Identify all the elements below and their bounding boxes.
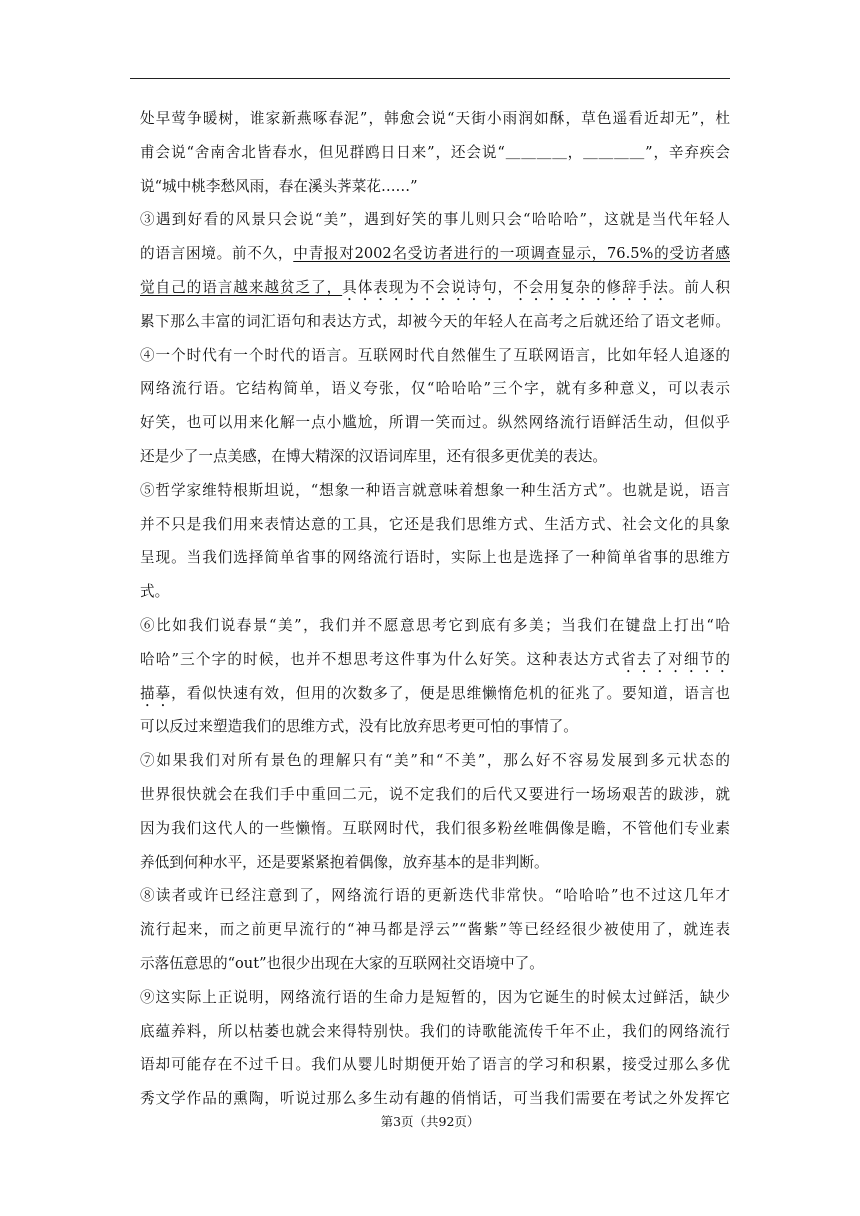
text-segment: 因为我们这代人的一些懒惰。互联网时代，我们很多粉丝唯偶像是瞻，不管他们专业素 bbox=[140, 819, 730, 837]
text-segment: ⑤哲学家维特根斯坦说，“想象一种语言就意味着想象一种生活方式”。也就是说，语言 bbox=[140, 481, 730, 499]
text-line bbox=[140, 981, 730, 1015]
text-segment: 的语言困境。前不久， bbox=[140, 245, 294, 263]
text-segment: ⑥比如我们说春景“美”，我们并不愿意思考它到底有多美；当我们在键盘上打出“哈 bbox=[140, 616, 730, 634]
text-line bbox=[140, 102, 730, 136]
text-line bbox=[140, 203, 730, 237]
text-line bbox=[140, 508, 730, 542]
text-line bbox=[140, 170, 730, 204]
text-line bbox=[140, 406, 730, 440]
text-segment: 底蕴养料，所以枯萎也就会来得特别快。我们的诗歌能流传千年不止，我们的网络流行 bbox=[140, 1022, 730, 1040]
text-line bbox=[140, 339, 730, 373]
text-segment: 累下那么丰富的词汇语句和表达方式，却被今天的年轻人在高考之后就还给了语文老师。 bbox=[140, 312, 730, 330]
text-segment: 语却可能存在不过千日。我们从婴儿时期便开始了语言的学习和积累，接受过那么多优 bbox=[140, 1056, 730, 1074]
text-segment: ⑦如果我们对所有景色的理解只有“美”和“不美”，那么好不容易发展到多元状态的 bbox=[140, 752, 730, 770]
text-segment: 示落伍意思的“out”也很少出现在大家的互联网社交语境中了。 bbox=[140, 954, 544, 972]
page-footer: 第3页（共92页） bbox=[380, 1114, 480, 1129]
text-line bbox=[140, 1082, 730, 1116]
text-line bbox=[140, 812, 730, 846]
text-line bbox=[140, 575, 730, 609]
text-line bbox=[140, 1015, 730, 1049]
text-line bbox=[140, 372, 730, 406]
emphasis-dotted-text: 具体表现为不会说诗句，不会用复杂的修辞手法 bbox=[342, 278, 669, 296]
text-segment: 。前人积 bbox=[668, 278, 730, 296]
text-line bbox=[140, 474, 730, 508]
text-line bbox=[140, 271, 730, 305]
text-line bbox=[140, 440, 730, 474]
text-segment: 处早莺争暖树，谁家新燕啄春泥”，韩愈会说“天街小雨润如酥，草色遥看近却无”，杜 bbox=[140, 110, 730, 127]
text-segment: 呈现。当我们选择简单省事的网络流行语时，实际上也是选择了一种简单省事的思维方 bbox=[140, 549, 730, 567]
emphasis-dotted-text: 省去了对细节的 bbox=[620, 650, 730, 668]
text-line bbox=[140, 1048, 730, 1082]
text-segment: 甫会说“舍南舍北皆春水，但见群鸥日日来”，还会说“＿＿＿＿，＿＿＿＿”，辛弃疾会 bbox=[140, 143, 730, 161]
text-segment: 哈哈”三个字的时候，也并不想思考这件事为什么好笑。这种表达方式 bbox=[140, 650, 621, 668]
text-segment: 世界很快就会在我们手中重回二元，说不定我们的后代又要进行一场场艰苦的跋涉，就 bbox=[140, 785, 730, 803]
text-line bbox=[140, 643, 730, 677]
text-line bbox=[140, 677, 730, 711]
text-segment: 还是少了一点美感，在博大精深的汉语词库里，还有很多更优美的表达。 bbox=[140, 447, 608, 465]
text-segment: 并不只是我们用来表情达意的工具，它还是我们思维方式、生活方式、社会文化的具象 bbox=[140, 515, 730, 533]
text-segment: ⑧读者或许已经注意到了，网络流行语的更新迭代非常快。“哈哈哈”也不过这几年才 bbox=[140, 887, 730, 905]
underlined-text: 觉自己的语言越来越贫乏了， bbox=[140, 278, 343, 296]
header-rule bbox=[130, 78, 730, 79]
text-line bbox=[140, 305, 730, 339]
text-segment: ⑨这实际上正说明，网络流行语的生命力是短暂的，因为它诞生的时候太过鲜活，缺少 bbox=[140, 988, 730, 1006]
text-line bbox=[140, 710, 730, 744]
text-line bbox=[140, 744, 730, 778]
text-line bbox=[140, 846, 730, 880]
text-line bbox=[140, 609, 730, 643]
text-line bbox=[140, 913, 730, 947]
emphasis-dotted-text: 描摹 bbox=[140, 684, 172, 702]
text-segment: 可以反过来塑造我们的思维方式，没有比放弃思考更可怕的事情了。 bbox=[140, 718, 578, 736]
text-segment: 说“城中桃李愁风雨，春在溪头荠菜花……” bbox=[140, 177, 418, 195]
text-line bbox=[140, 541, 730, 575]
text-line bbox=[140, 237, 730, 271]
text-segment: 网络流行语。它结构简单，语义夸张，仅“哈哈哈”三个字，就有多种意义，可以表示 bbox=[140, 380, 730, 398]
text-segment: ③遇到好看的风景只会说“美”，遇到好笑的事儿则只会“哈哈哈”，这就是当代年轻人 bbox=[140, 211, 730, 229]
text-segment: 式。 bbox=[140, 583, 170, 601]
text-line bbox=[140, 136, 730, 170]
text-line bbox=[140, 879, 730, 913]
text-segment: ④一个时代有一个时代的语言。互联网时代自然催生了互联网语言，比如年轻人追逐的 bbox=[140, 346, 730, 364]
text-segment: 养低到何种水平，还是要紧紧抱着偶像，放弃基本的是非判断。 bbox=[140, 853, 549, 871]
text-segment: ，看似快速有效，但用的次数多了，便是思维懒惰危机的征兆了。要知道，语言也 bbox=[171, 684, 730, 702]
text-line bbox=[140, 778, 730, 812]
text-segment: 秀文学作品的熏陶，听说过那么多生动有趣的俏悄话，可当我们需要在考试之外发挥它 bbox=[140, 1090, 730, 1108]
article-body bbox=[140, 102, 730, 1116]
underlined-text: 中青报对2002名受访者进行的一项调查显示，76.5%的受访者感 bbox=[293, 245, 730, 263]
text-line bbox=[140, 947, 730, 981]
text-segment: 好笑，也可以用来化解一点小尴尬，所谓一笑而过。纵然网络流行语鲜活生动，但似乎 bbox=[140, 414, 730, 432]
text-segment: 流行起来，而之前更早流行的“神马都是浮云”“酱紫”等已经经很少被使用了，就连表 bbox=[140, 921, 730, 939]
